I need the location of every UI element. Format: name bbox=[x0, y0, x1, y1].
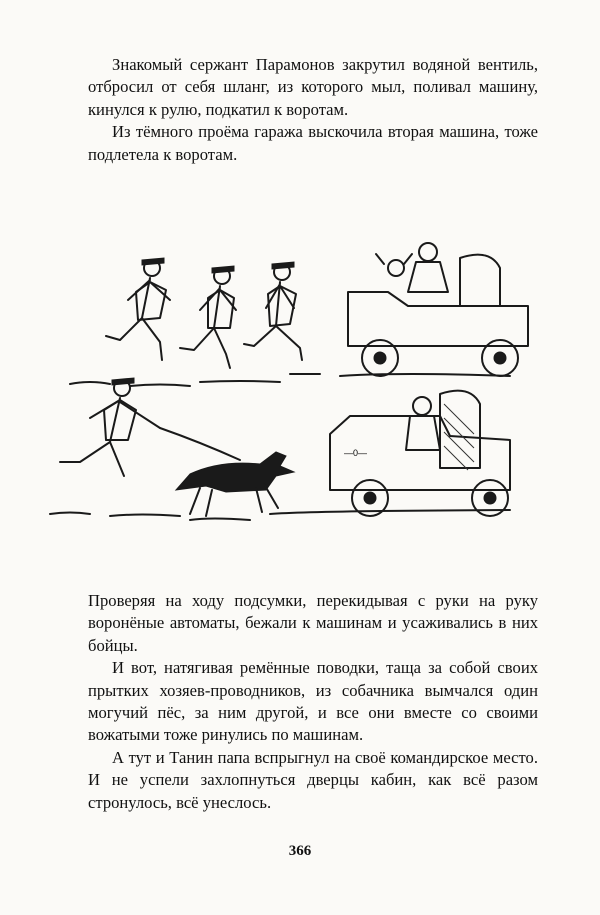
paragraph: А тут и Танин папа вспрыгнул на своё командирское место. И не успели захлопнуться дверцы кабин, как всё разом стронулось, всё унеслось. bbox=[88, 747, 538, 812]
paragraph: Из тёмного проёма гаража выскочила вторая машина, тоже подлетела к воротам. bbox=[88, 122, 538, 164]
running-soldier bbox=[244, 262, 302, 360]
page-number: 366 bbox=[288, 843, 312, 859]
top-jeep bbox=[348, 243, 528, 376]
paragraph: Знакомый сержант Парамонов закрутил водяной вентиль, отбросил от себя шланг, из которого мыл, поливал машину, кинулся к рулю, подкатил к воротам. bbox=[88, 55, 538, 119]
running-soldier bbox=[106, 258, 170, 360]
leash bbox=[160, 428, 240, 460]
paragraph: Проверяя на ходу подсумки, перекидывая с руки на руку воронёные автоматы, бежали к машинам и усаживались в них бойцы. bbox=[88, 591, 538, 655]
dog bbox=[176, 452, 294, 516]
vehicle-plate: —0— bbox=[344, 448, 368, 458]
bottom-jeep bbox=[330, 391, 510, 516]
text-block-top bbox=[88, 54, 538, 166]
running-soldier bbox=[180, 266, 236, 368]
dog-handler bbox=[60, 378, 160, 476]
text-block-bottom bbox=[88, 590, 538, 814]
illustration-soldiers-and-jeeps bbox=[40, 214, 550, 544]
paragraph: И вот, натягивая ремённые поводки, таща за собой своих прытких хозяев-проводников, из собачника вымчался один могучий пёс, за ним другой, и все они вместе со своими вожатыми тоже ринулись по машинам. bbox=[88, 658, 538, 745]
